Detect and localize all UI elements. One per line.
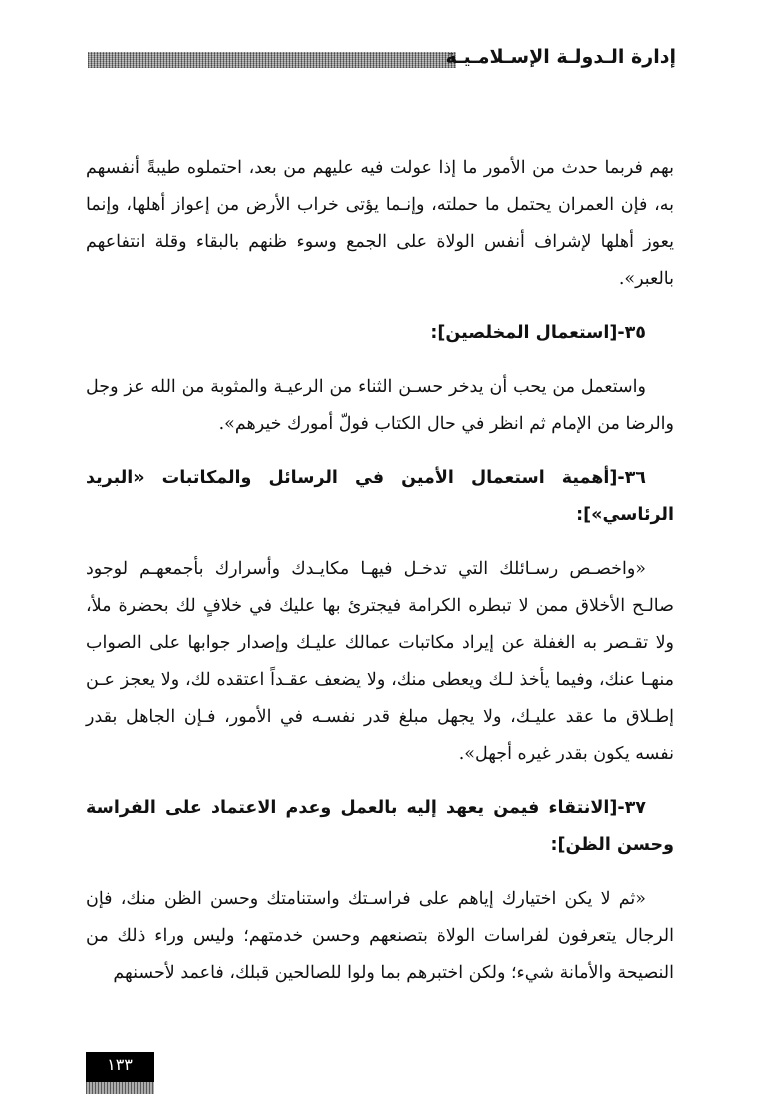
paragraph: «ثم لا يكن اختيارك إياهم على فراسـتك واستنامتك وحسن الظن منك، فإن الرجال يتعرفون لفراسات الولاة بتصنعهم وحسن خدمتهم؛ وليس وراء ذلك من النصيحة والأمانة شيء؛ ولكن اختبرهم بما ولوا للصالحين قبلك، فاعمد لأحسنهم <box>86 889 674 983</box>
section-heading-36: ٣٦-[أهمية استعمال الأمين في الرسائل والمكاتبات «البريد الرئاسي»]: <box>86 468 674 525</box>
page-number: ١٣٣ <box>107 1055 133 1074</box>
footer-decorative-stripe <box>86 1082 154 1094</box>
running-header <box>88 44 676 84</box>
paragraph: «واخصـص رسـائلك التي تدخـل فيهـا مكايـدك وأسرارك بأجمعهـم لوجود صالـح الأخلاق ممن لا تبطره الكرامة فيجترئ بها عليك في خلافٍ لك بحضرة ملأ، ولا تقـصر به الغفلة عن إيراد مكاتبات عمالك عليـك وإصدار جوابها على الصواب منهـا عنك، وفيما يأخذ لـك ويعطى منك، ولا يضعف عقـداً اعتقده لك، ولا يعجز عـن إطـلاق ما عقد عليـك، ولا يجهل مبلغ قدر نفسـه في الأمور، فـإن الجاهل بقدر نفسه يكون بقدر غيره أجهل». <box>86 559 674 764</box>
page-body <box>86 150 674 1009</box>
section-heading-37: ٣٧-[الانتقاء فيمن يعهد إليه بالعمل وعدم الاعتماد على الفراسة وحسن الظن]: <box>86 798 674 855</box>
page-number-box <box>86 1052 154 1082</box>
header-decorative-band <box>88 52 456 68</box>
header-title: إدارة الـدولـة الإسـلامـيـة <box>445 46 676 68</box>
section-heading-35: ٣٥-[استعمال المخلصين]: <box>430 323 646 343</box>
paragraph: واستعمل من يحب أن يدخر حسـن الثناء من الرعيـة والمثوبة من الله عز وجل والرضا من الإمام ثم انظر في حال الكتاب فولّ أمورك خيرهم». <box>86 377 674 434</box>
paragraph-continuation: بهم فربما حدث من الأمور ما إذا عولت فيه عليهم من بعد، احتملوه طيبةً أنفسهم به، فإن العمران يحتمل ما حملته، وإنـما يؤتى خراب الأرض من إعواز أهلها، وإنما يعوز أهلها لإشراف أنفس الولاة على الجمع وسوء ظنهم بالبقاء وقلة انتفاعهم بالعبر». <box>86 158 674 289</box>
